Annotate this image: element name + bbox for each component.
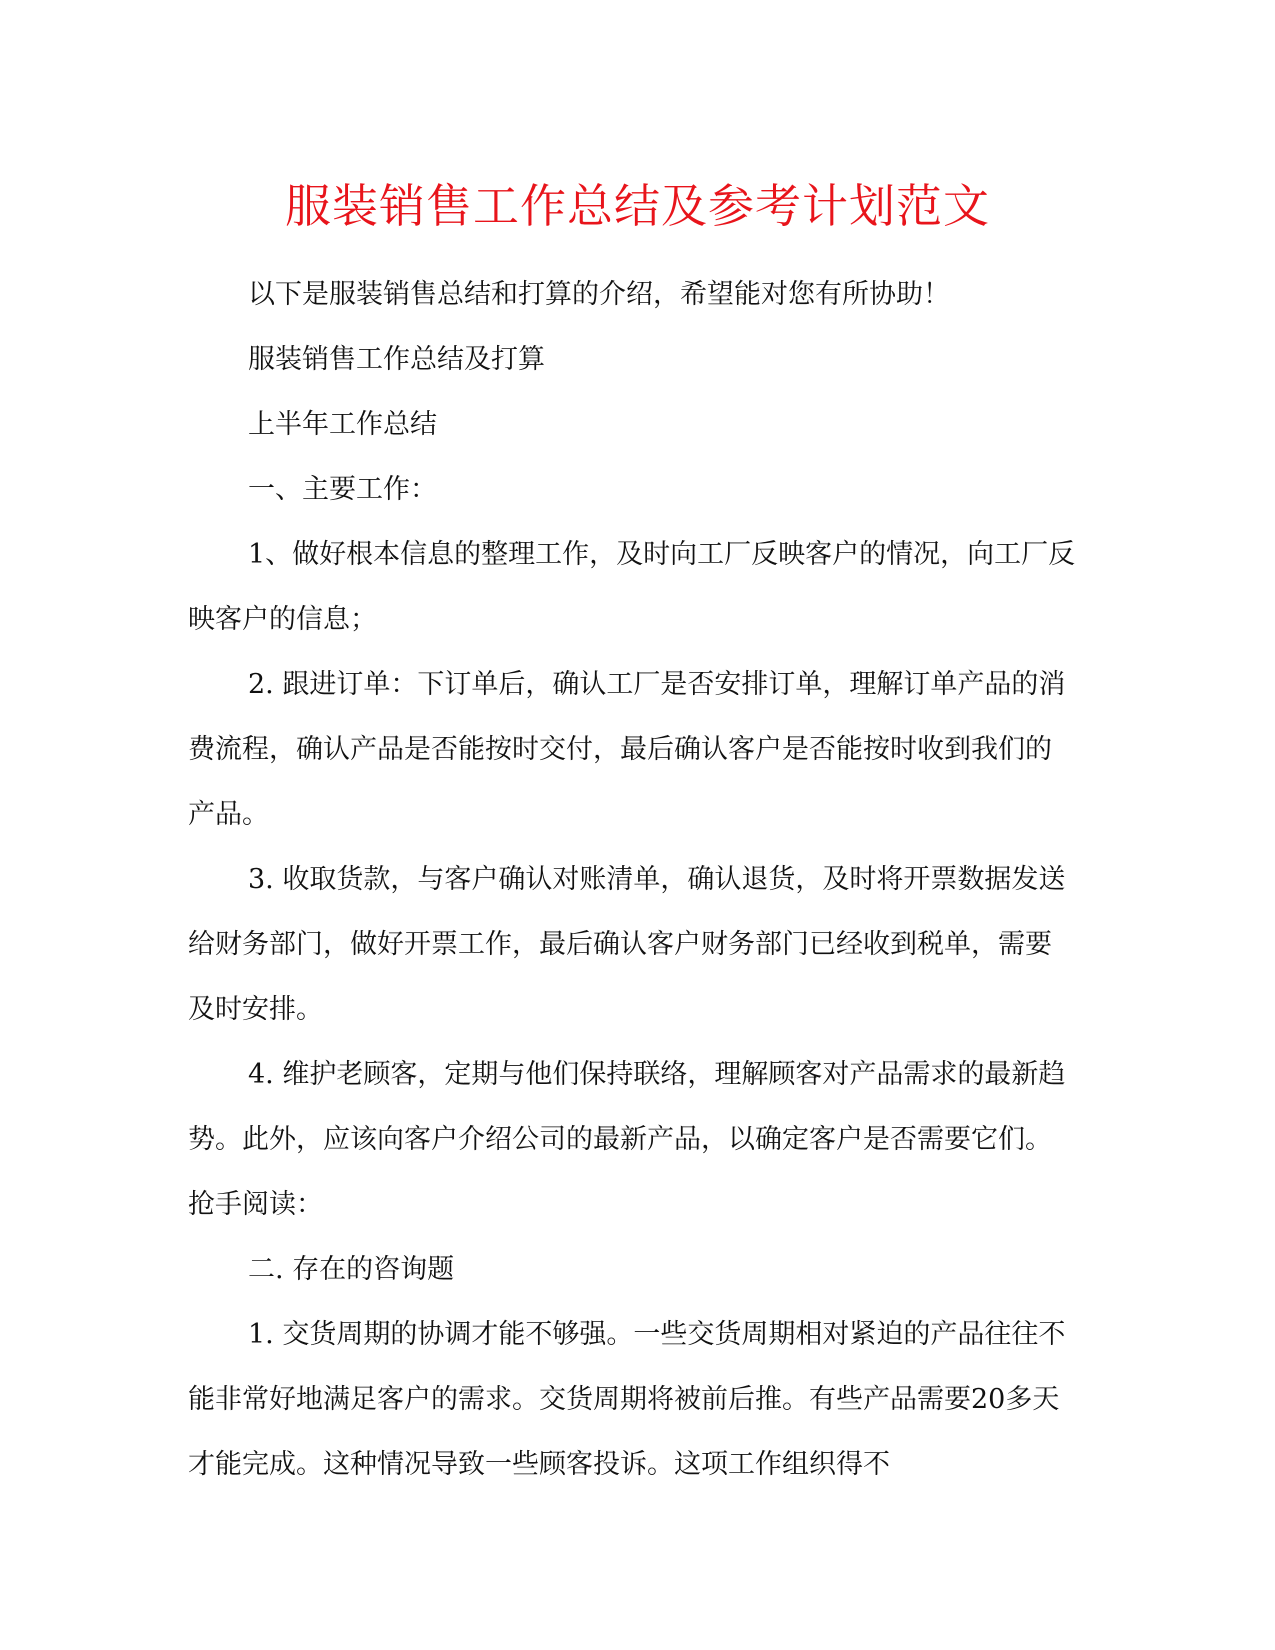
paragraph-intro: 以下是服装销售总结和打算的介绍，希望能对您有所协助！ xyxy=(248,279,950,310)
document-title: 服装销售工作总结及参考计划范文 xyxy=(285,179,990,233)
document-body xyxy=(188,262,1078,1497)
paragraph-heading-main-work: 一、主要工作： xyxy=(248,474,437,505)
paragraph-heading-problems: 二. 存在的咨询题 xyxy=(248,1254,455,1285)
paragraph-heading-summary-plan: 服装销售工作总结及打算 xyxy=(248,344,545,375)
paragraph-item-3: 3. 收取货款，与客户确认对账清单，确认退货，及时将开票数据发送给财务部门，做好开票工作，最后确认客户财务部门已经收到税单，需要及时安排。 xyxy=(188,864,1066,1025)
paragraph-item-1: 1、做好根本信息的整理工作，及时向工厂反映客户的情况，向工厂反映客户的信息； xyxy=(188,539,1076,635)
paragraph-problem-1: 1. 交货周期的协调才能不够强。一些交货周期相对紧迫的产品往往不能非常好地满足客户的需求。交货周期将被前后推。有些产品需要20多天才能完成。这种情况导致一些顾客投诉。这项工作组织得不 xyxy=(188,1319,1066,1480)
paragraph-item-2: 2. 跟进订单：下订单后，确认工厂是否安排订单，理解订单产品的消费流程，确认产品是否能按时交付，最后确认客户是否能按时收到我们的产品。 xyxy=(188,669,1066,830)
paragraph-item-4: 4. 维护老顾客，定期与他们保持联络，理解顾客对产品需求的最新趋势。此外，应该向客户介绍公司的最新产品，以确定客户是否需要它们。抢手阅读： xyxy=(188,1059,1066,1220)
paragraph-heading-half-year: 上半年工作总结 xyxy=(248,409,437,440)
